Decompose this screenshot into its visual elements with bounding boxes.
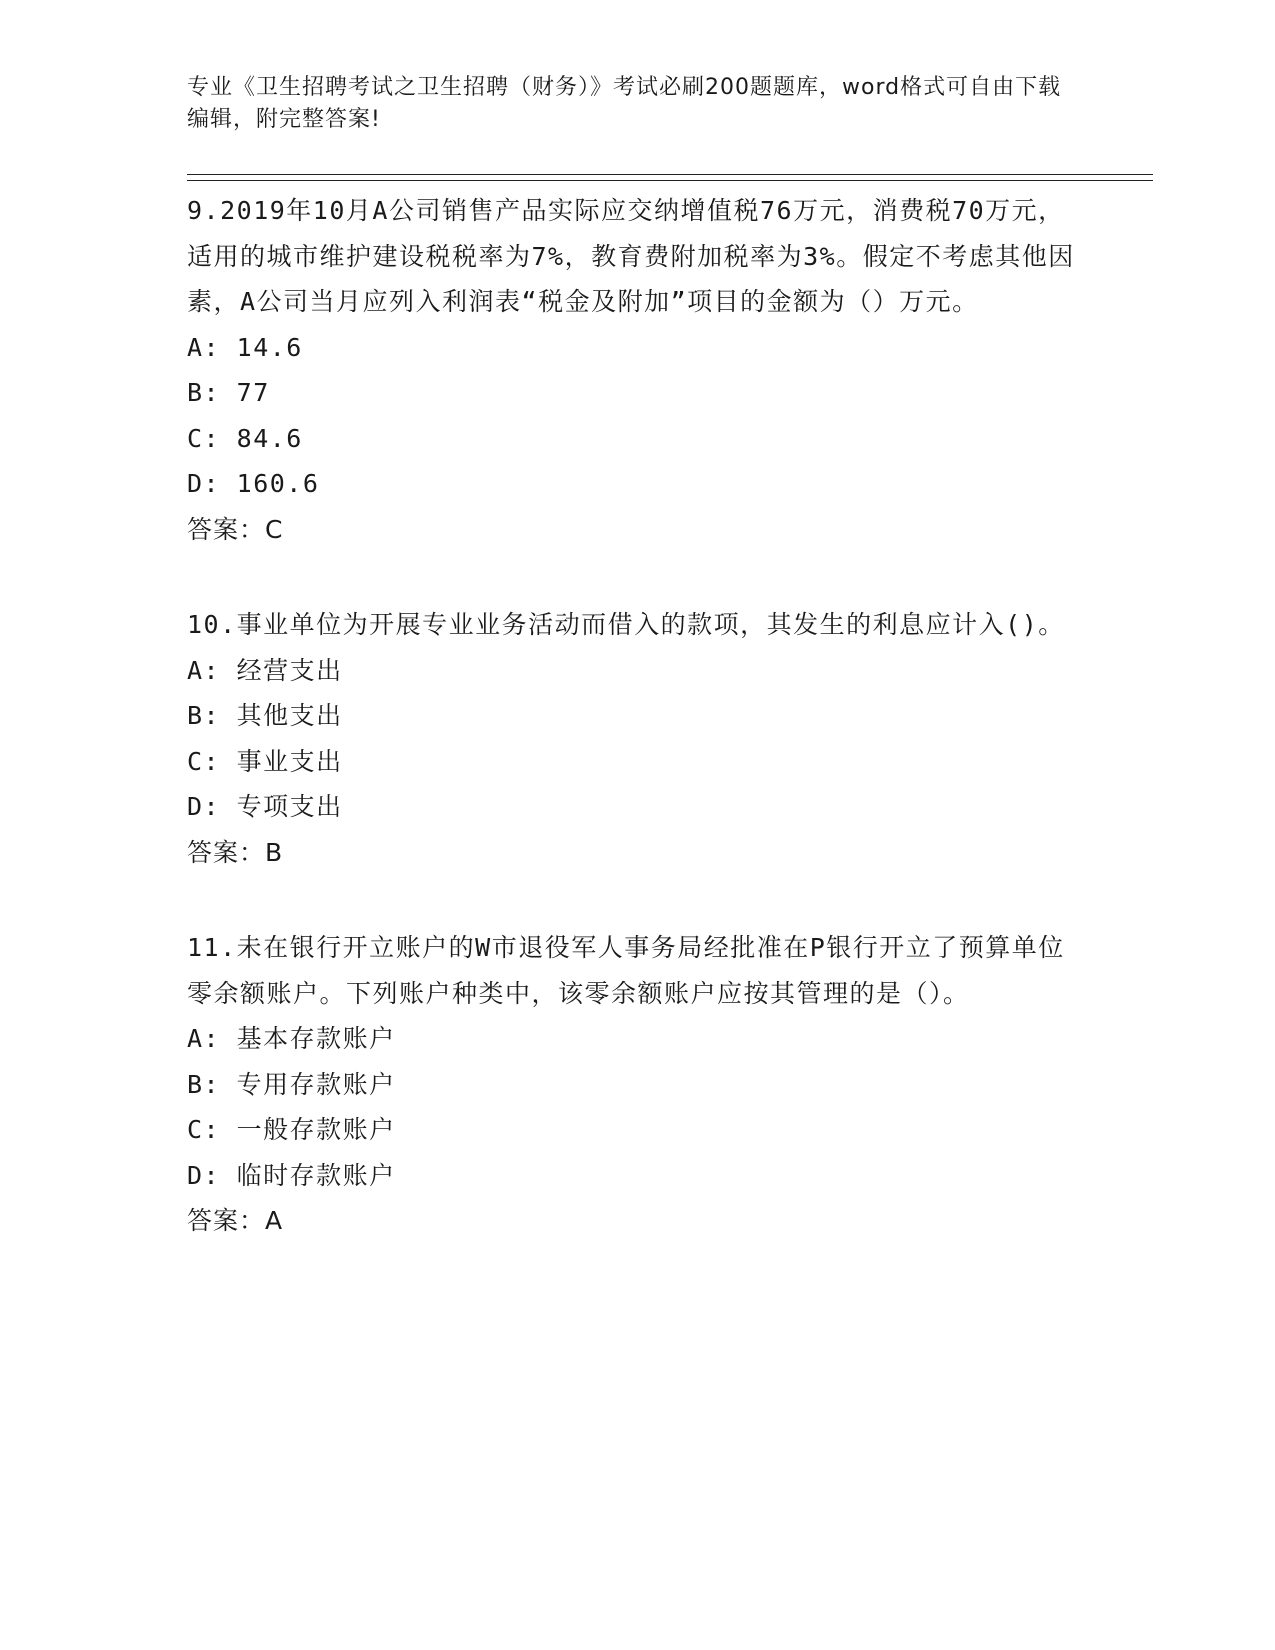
- question-stem: 11.未在银行开立账户的W市退役军人事务局经批准在P银行开立了预算单位零余额账户。下列账户种类中，该零余额账户应按其管理的是（）。: [187, 933, 1065, 1008]
- question-stem: 9.2019年10月A公司销售产品实际应交纳增值税76万元，消费税70万元，适用的城市维护建设税税率为7%，教育费附加税率为3%。假定不考虑其他因素，A公司当月应列入利润表“税金及附加”项目的金额为（）万元。: [187, 196, 1075, 316]
- option-a: A: 14.6: [187, 332, 303, 362]
- header-divider-bottom: [187, 180, 1153, 181]
- answer: 答案：B: [187, 837, 284, 867]
- option-a: A: 经营支出: [187, 655, 343, 685]
- option-d: D: 160.6: [187, 469, 320, 498]
- answer: 答案：A: [187, 1206, 284, 1235]
- option-c: C: 一般存款账户: [187, 1115, 396, 1144]
- option-c: C: 事业支出: [187, 746, 343, 776]
- question-stem: 10.事业单位为开展专业业务活动而借入的款项，其发生的利息应计入()。: [187, 610, 1065, 639]
- option-b: B: 77: [187, 378, 270, 407]
- document-header: 专业《卫生招聘考试之卫生招聘（财务）》考试必刷200题题库，word格式可自由下载编辑，附完整答案!: [187, 75, 1062, 132]
- question-10: [187, 602, 1087, 875]
- header-divider-top: [187, 174, 1153, 175]
- option-a: A: 基本存款账户: [187, 1024, 396, 1053]
- question-list: [187, 188, 1087, 1294]
- option-b: B: 其他支出: [187, 701, 343, 730]
- option-b: B: 专用存款账户: [187, 1069, 396, 1099]
- option-d: D: 专项支出: [187, 792, 343, 821]
- option-d: D: 临时存款账户: [187, 1160, 396, 1190]
- option-c: C: 84.6: [187, 423, 303, 453]
- question-9: [187, 188, 1087, 552]
- answer: 答案：C: [187, 514, 284, 544]
- question-11: [187, 925, 1087, 1244]
